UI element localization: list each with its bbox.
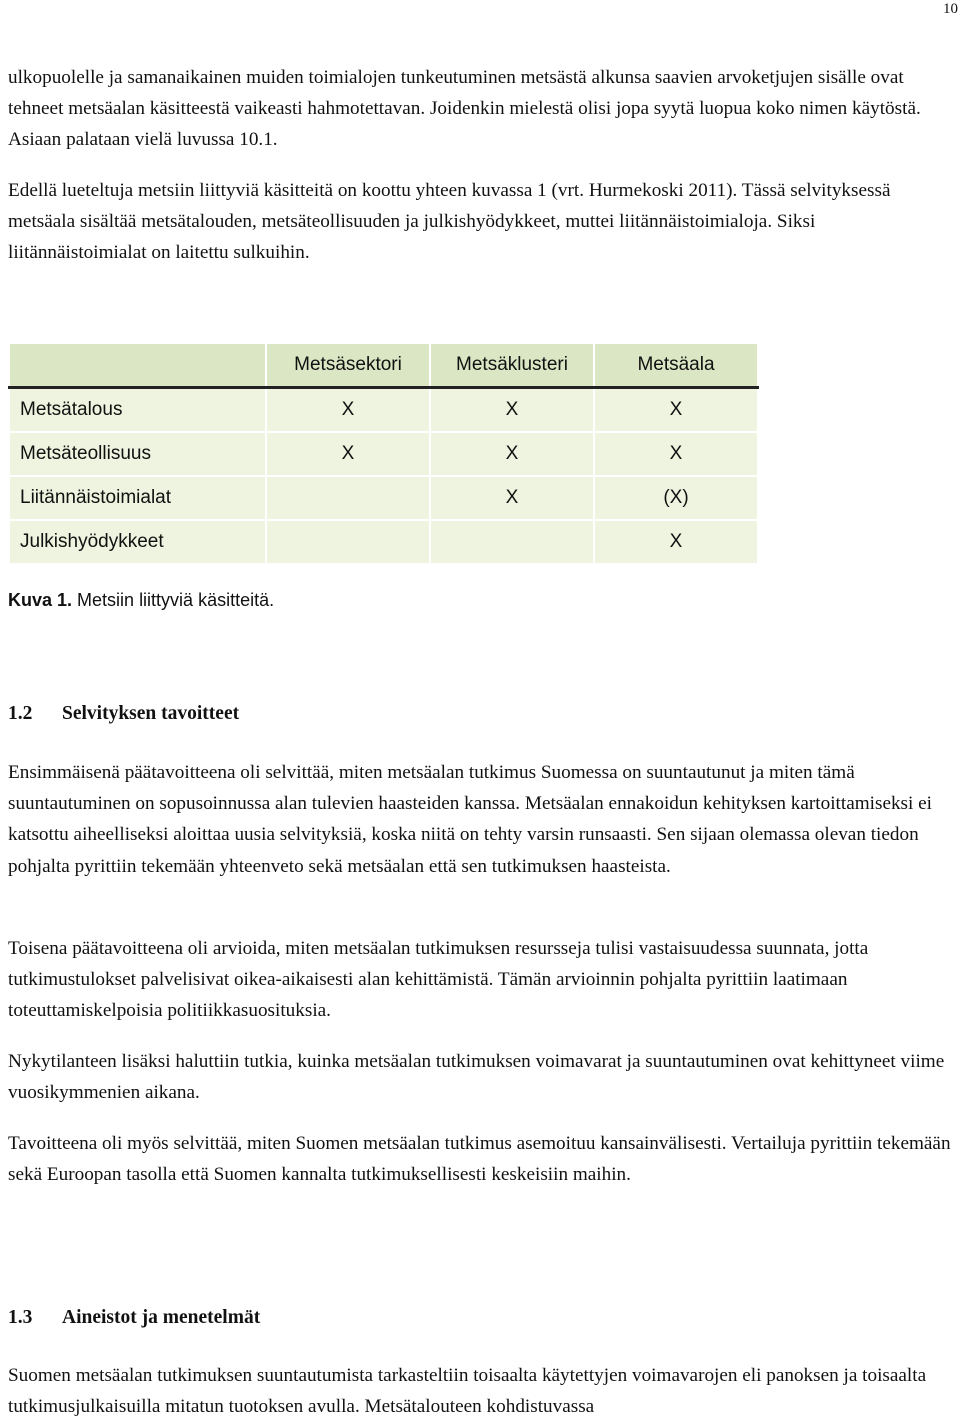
table-cell	[266, 520, 430, 564]
row-label: Metsätalous	[9, 388, 266, 433]
page-number: 10	[943, 1, 958, 17]
figure-caption	[8, 588, 274, 612]
table-row	[9, 520, 758, 564]
section-number: 1.2	[8, 703, 33, 724]
column-header-metsaala: Metsäala	[594, 343, 758, 388]
table-header-row	[9, 343, 758, 388]
row-label: Liitännäistoimialat	[9, 476, 266, 520]
section-title: Selvityksen tavoitteet	[62, 703, 240, 724]
table-cell: X	[430, 476, 594, 520]
table-cell: X	[430, 388, 594, 433]
section-title: Aineistot ja menetelmät	[62, 1307, 261, 1328]
section-heading-1-3	[8, 1304, 260, 1332]
table-cell: X	[594, 520, 758, 564]
row-label: Metsäteollisuus	[9, 432, 266, 476]
row-label: Julkishyödykkeet	[9, 520, 266, 564]
table-cell	[430, 520, 594, 564]
table-cell: X	[266, 432, 430, 476]
section-1-3-paragraph-1: Suomen metsäalan tutkimuksen suuntautumista tarkasteltiin toisaalta käytettyjen voimavarojen eli panoksen ja toisaalta tutkimusjulkaisuilla mitatun tuotoksen avulla. Metsätalouteen kohdistuvassa	[8, 1365, 927, 1418]
section-number: 1.3	[8, 1307, 33, 1328]
concepts-table	[8, 342, 759, 565]
table-cell: X	[594, 432, 758, 476]
table-cell: X	[430, 432, 594, 476]
table-corner-cell	[9, 343, 266, 388]
table-row	[9, 432, 758, 476]
column-header-metsasektori: Metsäsektori	[266, 343, 430, 388]
section-heading-1-2	[8, 700, 239, 728]
section-1-2-paragraph-3: Nykytilanteen lisäksi haluttiin tutkia, kuinka metsäalan tutkimuksen voimavarat ja suuntautuminen ovat kehittyneet viime vuosikymmenien aikana.	[8, 1051, 945, 1104]
table-row	[9, 388, 758, 433]
section-1-2-paragraph-4: Tavoitteena oli myös selvittää, miten Suomen metsäalan tutkimus asemoituu kansainvälisesti. Vertailuja pyrittiin tekemään sekä Euroopan tasolla että Suomen kannalta tutkimuksellisesti keskeisiin maihin.	[8, 1133, 951, 1186]
table-cell: X	[594, 388, 758, 433]
table-cell: X	[266, 388, 430, 433]
intro-paragraph-2: Edellä lueteltuja metsiin liittyviä käsitteitä on koottu yhteen kuvassa 1 (vrt. Hurmekoski 2011). Tässä selvityksessä metsäala sisältää metsätalouden, metsäteollisuuden ja julkishyödykkeet, muttei liitännäistoimialoja. Siksi liitännäistoimialat on laitettu sulkuihin.	[8, 180, 891, 264]
table-cell: (X)	[594, 476, 758, 520]
figure-caption-label: Kuva 1.	[8, 590, 73, 610]
figure-caption-text: Metsiin liittyviä käsitteitä.	[77, 590, 275, 610]
table-cell	[266, 476, 430, 520]
section-1-2-paragraph-1: Ensimmäisenä päätavoitteena oli selvittää, miten metsäalan tutkimus Suomessa on suuntautunut ja miten tämä suuntautuminen on sopusoinnussa alan tulevien haasteiden kanssa. Metsäalan ennakoidun kehityksen kartoittamiseksi ei katsottu aiheelliseksi aloittaa uusia selvityksiä, koska niitä on tehty varsin runsaasti. Sen sijaan olemassa olevan tiedon pohjalta pyrittiin tekemään yhteenveto sekä metsäalan että sen tutkimuksen haasteista.	[8, 762, 932, 877]
section-1-2-paragraph-2: Toisena päätavoitteena oli arvioida, miten metsäalan tutkimuksen resursseja tulisi vastaisuudessa suunnata, jotta tutkimustulokset palvelisivat oikea-aikaisesti alan kehittämistä. Tämän arvioinnin pohjalta pyrittiin laatimaan toteuttamiskelpoisia politiikkasuosituksia.	[8, 938, 869, 1022]
table-row	[9, 476, 758, 520]
column-header-metsaklusteri: Metsäklusteri	[430, 343, 594, 388]
intro-paragraph-1: ulkopuolelle ja samanaikainen muiden toimialojen tunkeutuminen metsästä alkunsa saavien arvoketjujen sisälle ovat tehneet metsäalan käsitteestä vaikeasti hahmotettavan. Joidenkin mielestä olisi jopa syytä luopua koko nimen käytöstä. Asiaan palataan vielä luvussa 10.1.	[8, 67, 921, 151]
